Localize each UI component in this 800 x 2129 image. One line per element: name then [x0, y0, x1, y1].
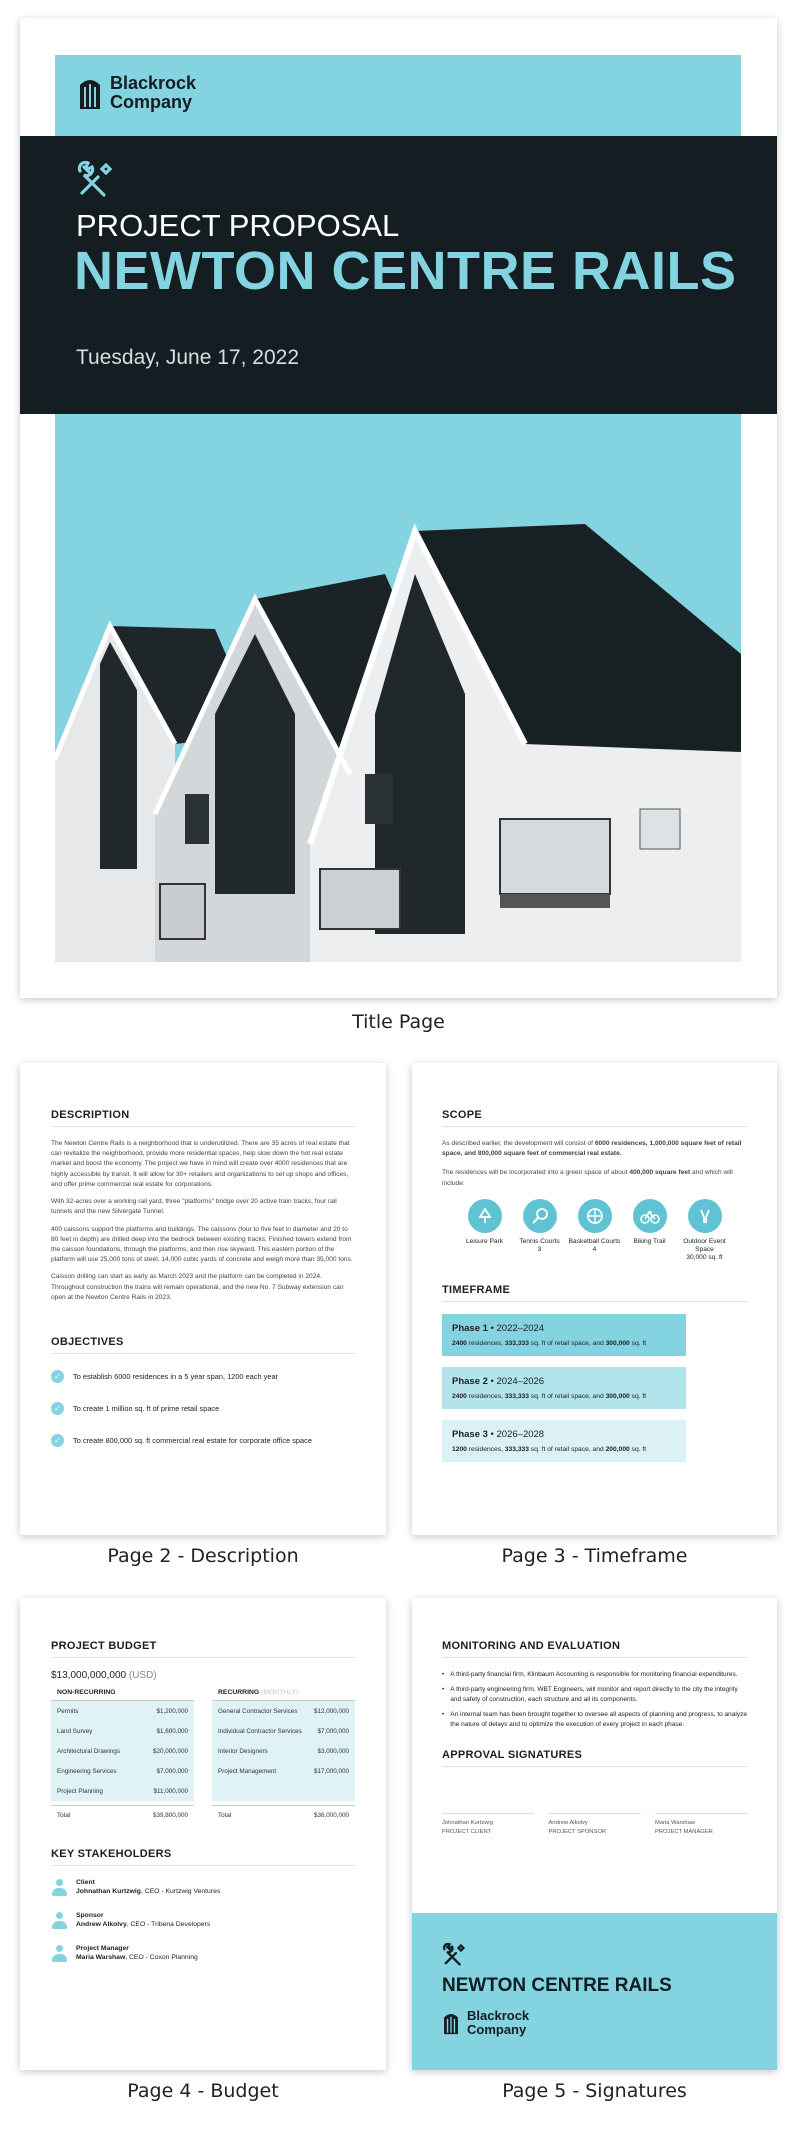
building-logo-icon	[77, 75, 103, 111]
tools-icon	[76, 161, 114, 199]
cost-value: $1,600,000	[156, 1727, 188, 1735]
signatures-page	[412, 1598, 777, 2070]
company-name-line2: Company	[467, 2021, 527, 2037]
nonrecurring-table	[51, 1687, 194, 1826]
description-paragraph: With 32-acres over a working rail yard, three "platforms" bridge over 20 active train tracks, four rail tunnels and the new Silvergate Tunnel.	[51, 1198, 337, 1216]
proposal-kicker: PROJECT PROPOSAL	[76, 208, 400, 243]
stakeholder-item	[51, 1911, 356, 1930]
title-band	[20, 136, 777, 414]
divider	[442, 1766, 747, 1767]
signer-role: PROJECT MANAGER	[655, 1828, 713, 1835]
phase-retail: 333,333	[504, 1445, 529, 1453]
bullet-item: • A third-party engineering firm, WBT Engineers, will monitor and report directly to the city the integrity and safety of construction, each structure and all its components.	[442, 1685, 747, 1704]
check-icon: ✓	[51, 1370, 64, 1383]
page5-caption: Page 5 - Signatures	[502, 2080, 687, 2102]
houses-illustration	[55, 414, 741, 962]
amenity-name: Leisure Park	[465, 1237, 504, 1245]
scope-text-part: and which will include:	[442, 1169, 733, 1187]
bullet-text: A third-party engineering firm, WBT Engineers, will monitor and report directly to the city the integrity and safety of construction, each structure and all its components.	[450, 1686, 738, 1703]
table-row	[51, 1721, 194, 1741]
amenity-name: Outdoor Event Space	[683, 1237, 726, 1253]
phase-text: residences,	[466, 1339, 505, 1347]
recurring-heading-text: RECURRING	[218, 1689, 260, 1696]
bullet-text: An internal team has been brought together to oversee all aspects of planning and progress, to analyze the nature of delays and to optimize the execution of every project in each phase.	[450, 1711, 747, 1728]
signer-role: PROJECT SPONSOR	[548, 1828, 607, 1835]
amenity-item	[622, 1199, 677, 1262]
stakeholder-name: Maria Warshaw	[76, 1954, 126, 1962]
table-row	[51, 1701, 194, 1721]
amenity-item	[457, 1199, 512, 1262]
cost-value: $3,000,000	[317, 1747, 349, 1755]
phase-retail: 333,333	[504, 1392, 529, 1400]
company-name-line1: Blackrock	[467, 2008, 530, 2023]
phase-residences: 1200	[452, 1445, 467, 1453]
nonrecurring-heading: NON-RECURRING	[51, 1687, 194, 1701]
recurring-table	[212, 1687, 355, 1826]
cost-label: Permits	[57, 1707, 79, 1715]
project-title: NEWTON CENTRE RAILS	[74, 241, 737, 301]
phase-residences: 2400	[452, 1392, 467, 1400]
stakeholder-role: Project Manager	[76, 1944, 129, 1952]
scope-heading: SCOPE	[442, 1109, 483, 1121]
stakeholder-role: Sponsor	[76, 1911, 104, 1919]
phase-retail: 333,333	[504, 1339, 529, 1347]
tools-icon	[442, 1943, 466, 1967]
cost-value: $7,000,000	[156, 1767, 188, 1775]
stakeholder-role: Client	[76, 1878, 95, 1886]
amenity-name: Biking Trail	[633, 1237, 666, 1245]
check-icon: ✓	[51, 1434, 64, 1447]
footer-title: NEWTON CENTRE RAILS	[442, 1975, 672, 1996]
objective-text: To create 800,000 sq. ft commercial real estate for corporate office space	[73, 1436, 312, 1446]
table-row	[212, 1721, 355, 1741]
building-logo-icon	[442, 2010, 460, 2036]
company-name-line1: Blackrock	[110, 73, 197, 93]
description-paragraph: The Newton Centre Rails is a neighborhood that is underutilized. There are 35 acres of real estate that can revitalize the neighborhood, provide more residential spaces, help slow down the hot real estate market and boost the economy. The project we have in mind will create over 4000 residences that are highly accessible by transit. It will allow for 30+ retailers and organizations to set up shops and offices, and offer prime commercial real estate for corporations.	[51, 1140, 350, 1188]
table-row	[212, 1761, 355, 1781]
company-logo	[442, 2009, 529, 2036]
total-label: Total	[218, 1812, 232, 1820]
cost-value: $20,000,000	[152, 1747, 188, 1755]
company-logo	[77, 74, 196, 112]
table-row	[212, 1741, 355, 1761]
objectives-heading: OBJECTIVES	[51, 1336, 124, 1349]
proposal-date: Tuesday, June 17, 2022	[76, 346, 299, 369]
page2-caption: Page 2 - Description	[107, 1545, 299, 1567]
cost-label: Project Planning	[57, 1787, 103, 1795]
page3-caption: Page 3 - Timeframe	[501, 1545, 688, 1567]
table-row	[51, 1781, 194, 1801]
objective-text: To establish 6000 residences in a 5 year span, 1200 each year	[73, 1372, 279, 1382]
stakeholder-item	[51, 1944, 356, 1963]
amenity-name: Basketball Courts	[568, 1237, 621, 1245]
budget-total	[51, 1670, 356, 1681]
person-icon	[51, 1911, 68, 1929]
divider	[442, 1301, 747, 1302]
phase-text: sq. ft of retail space, and	[529, 1445, 606, 1453]
budget-heading: PROJECT BUDGET	[51, 1640, 157, 1652]
amenity-item	[567, 1199, 622, 1262]
phase-card	[442, 1314, 686, 1356]
phase-text: sq. ft of retail space, and	[529, 1339, 606, 1347]
divider	[442, 1126, 747, 1127]
recurring-heading	[212, 1687, 355, 1701]
amenity-count: 3	[537, 1245, 542, 1253]
signer-name: Andrew Alkolvy	[548, 1820, 588, 1827]
amenity-item	[512, 1199, 567, 1262]
objective-item	[51, 1370, 356, 1383]
check-icon: ✓	[51, 1402, 64, 1415]
recurring-heading-note: (MONTHLY)	[261, 1689, 299, 1696]
stakeholder-org: , CEO - Kurtzwig Ventures	[140, 1888, 221, 1896]
title-page-caption: Title Page	[352, 1011, 445, 1033]
table-row	[51, 1761, 194, 1781]
divider	[51, 1657, 356, 1658]
total-row	[212, 1806, 355, 1826]
cost-value: $7,000,000	[317, 1727, 349, 1735]
phase-text: residences,	[466, 1445, 505, 1453]
phase-text: sq. ft	[629, 1445, 647, 1453]
cost-label: Project Management	[218, 1767, 277, 1775]
cost-value: $11,000,000	[153, 1787, 188, 1795]
divider	[51, 1126, 356, 1127]
phase-name: Phase 1	[452, 1322, 488, 1334]
phase-residences: 2400	[452, 1339, 467, 1347]
phase-commercial: 300,000	[605, 1392, 630, 1400]
table-row	[51, 1741, 194, 1761]
bullet-item: • A third-party financial firm, Klinbaum Accounting is responsible for monitoring financial expenditures.	[442, 1671, 738, 1678]
total-value: $36,000,000	[313, 1812, 349, 1820]
signature-line	[442, 1813, 534, 1836]
budget-tables	[51, 1687, 356, 1826]
scope-text-bold: 6000 residences, 1,000,000 square feet of retail space, and 800,000 square feet of commercial real estate.	[442, 1140, 742, 1158]
amenity-name: Tennis Courts	[519, 1237, 560, 1245]
signer-name: Johnathan Kurtzwig	[442, 1820, 493, 1827]
budget-currency: (USD)	[128, 1670, 157, 1681]
phase-name: Phase 3	[452, 1428, 488, 1440]
stakeholder-name: Johnathan Kurtzwig	[76, 1888, 141, 1896]
phase-years: • 2026–2028	[487, 1428, 545, 1440]
cost-label: Individual Contractor Services	[218, 1727, 302, 1735]
page4-caption: Page 4 - Budget	[127, 2080, 279, 2102]
phase-text: sq. ft of retail space, and	[529, 1392, 606, 1400]
signer-role: PROJECT CLIENT	[442, 1828, 492, 1835]
amenity-count: 4	[592, 1245, 597, 1253]
cost-value: $12,000,000	[313, 1707, 349, 1715]
description-paragraph: Caisson drilling can start as early as March 2023 and the platform can be completed in 2024. Throughout construction the trains will remain operational, and the new No. 7 Subway extension can open at the Newton Centre Rails in 2023.	[51, 1273, 344, 1301]
person-icon	[51, 1944, 68, 1962]
phase-text: sq. ft	[629, 1392, 647, 1400]
footer-band	[412, 1913, 777, 2070]
divider	[51, 1865, 356, 1866]
signature-row	[442, 1813, 747, 1836]
stakeholder-name: Andrew Alkolvy	[76, 1921, 127, 1929]
cost-label: Land Survey	[57, 1727, 93, 1735]
park-icon	[468, 1199, 502, 1233]
description-page	[20, 1063, 386, 1535]
bullet-item: • An internal team has been brought together to oversee all aspects of planning and progress, to analyze the nature of delays and to optimize the execution of every project in each phase.	[442, 1711, 747, 1728]
scope-text	[442, 1139, 747, 1159]
cost-label: General Contractor Services	[218, 1707, 298, 1715]
person-icon	[51, 1878, 68, 1896]
monitoring-heading: MONITORING AND EVALUATION	[442, 1640, 621, 1652]
stakeholder-org: , CEO - Coxon Planning	[125, 1954, 198, 1962]
approval-heading: APPROVAL SIGNATURES	[442, 1749, 583, 1762]
signature-line	[549, 1813, 641, 1836]
phase-years: • 2024–2026	[487, 1375, 545, 1387]
bike-icon	[633, 1199, 667, 1233]
stakeholder-item	[51, 1878, 356, 1897]
total-value: $39,800,000	[152, 1812, 188, 1820]
company-name-line2: Company	[110, 91, 193, 112]
total-row	[51, 1806, 194, 1826]
stakeholders-heading: KEY STAKEHOLDERS	[51, 1847, 172, 1860]
objective-item	[51, 1434, 356, 1447]
divider	[51, 1353, 356, 1354]
title-page	[20, 18, 777, 998]
objective-text: To create 1 million sq. ft of prime retail space	[73, 1404, 220, 1414]
cost-label: Engineering Services	[57, 1767, 117, 1775]
phase-card	[442, 1367, 686, 1409]
budget-page	[20, 1598, 386, 2070]
budget-total-amount: $13,000,000,000	[51, 1670, 127, 1681]
tennis-icon	[523, 1199, 557, 1233]
divider	[442, 1657, 747, 1658]
basketball-icon	[578, 1199, 612, 1233]
scope-text-part: The residences will be incorporated into a green space of about	[442, 1169, 630, 1177]
objective-item	[51, 1402, 356, 1415]
signer-name: Maria Warshaw	[655, 1820, 696, 1827]
amenity-item	[677, 1199, 732, 1262]
stakeholder-org: , CEO - Tribena Developers	[126, 1921, 211, 1929]
cost-label: Architectural Drawings	[57, 1747, 120, 1755]
timeframe-page	[412, 1063, 777, 1535]
description-paragraph: 400 caissons support the platforms and buildings. The caissons (four to five feet in diameter and 20 to 80 feet in depth) are drilled deep into the bedrock between existing tracks. Finished towers extend from the caisson foundations, through the platforms, and then rise skyward. This eastern portion of the platform will use 25,000 tons of steel, 14,000 cubic yards of concrete and weigh more than 35,000 tons.	[51, 1225, 353, 1264]
celebration-icon	[688, 1199, 722, 1233]
scope-text	[442, 1168, 747, 1188]
cost-label: Interior Designers	[218, 1747, 268, 1755]
timeframe-heading: TIMEFRAME	[442, 1283, 511, 1296]
cost-value: $17,000,000	[313, 1767, 349, 1775]
total-label: Total	[57, 1812, 71, 1820]
phase-name: Phase 2	[452, 1375, 488, 1387]
scope-text-part: As described earlier, the development will consist of	[442, 1140, 595, 1147]
phase-commercial: 300,000	[605, 1339, 630, 1347]
phase-text: residences,	[466, 1392, 505, 1400]
amenities-list	[442, 1199, 747, 1262]
phase-card	[442, 1420, 686, 1462]
table-row	[212, 1781, 355, 1801]
cost-value: $1,200,000	[156, 1707, 188, 1715]
table-row	[212, 1701, 355, 1721]
phase-commercial: 200,000	[605, 1445, 630, 1453]
amenity-count: 30,000 sq. ft	[686, 1253, 723, 1261]
signature-line	[655, 1813, 747, 1836]
description-heading: DESCRIPTION	[51, 1109, 130, 1121]
bullet-text: A third-party financial firm, Klinbaum Accounting is responsible for monitoring financial expenditures.	[450, 1671, 738, 1678]
phase-text: sq. ft	[629, 1339, 647, 1347]
phase-years: • 2022–2024	[487, 1322, 545, 1334]
scope-text-bold: 400,000 square feet	[629, 1169, 691, 1177]
